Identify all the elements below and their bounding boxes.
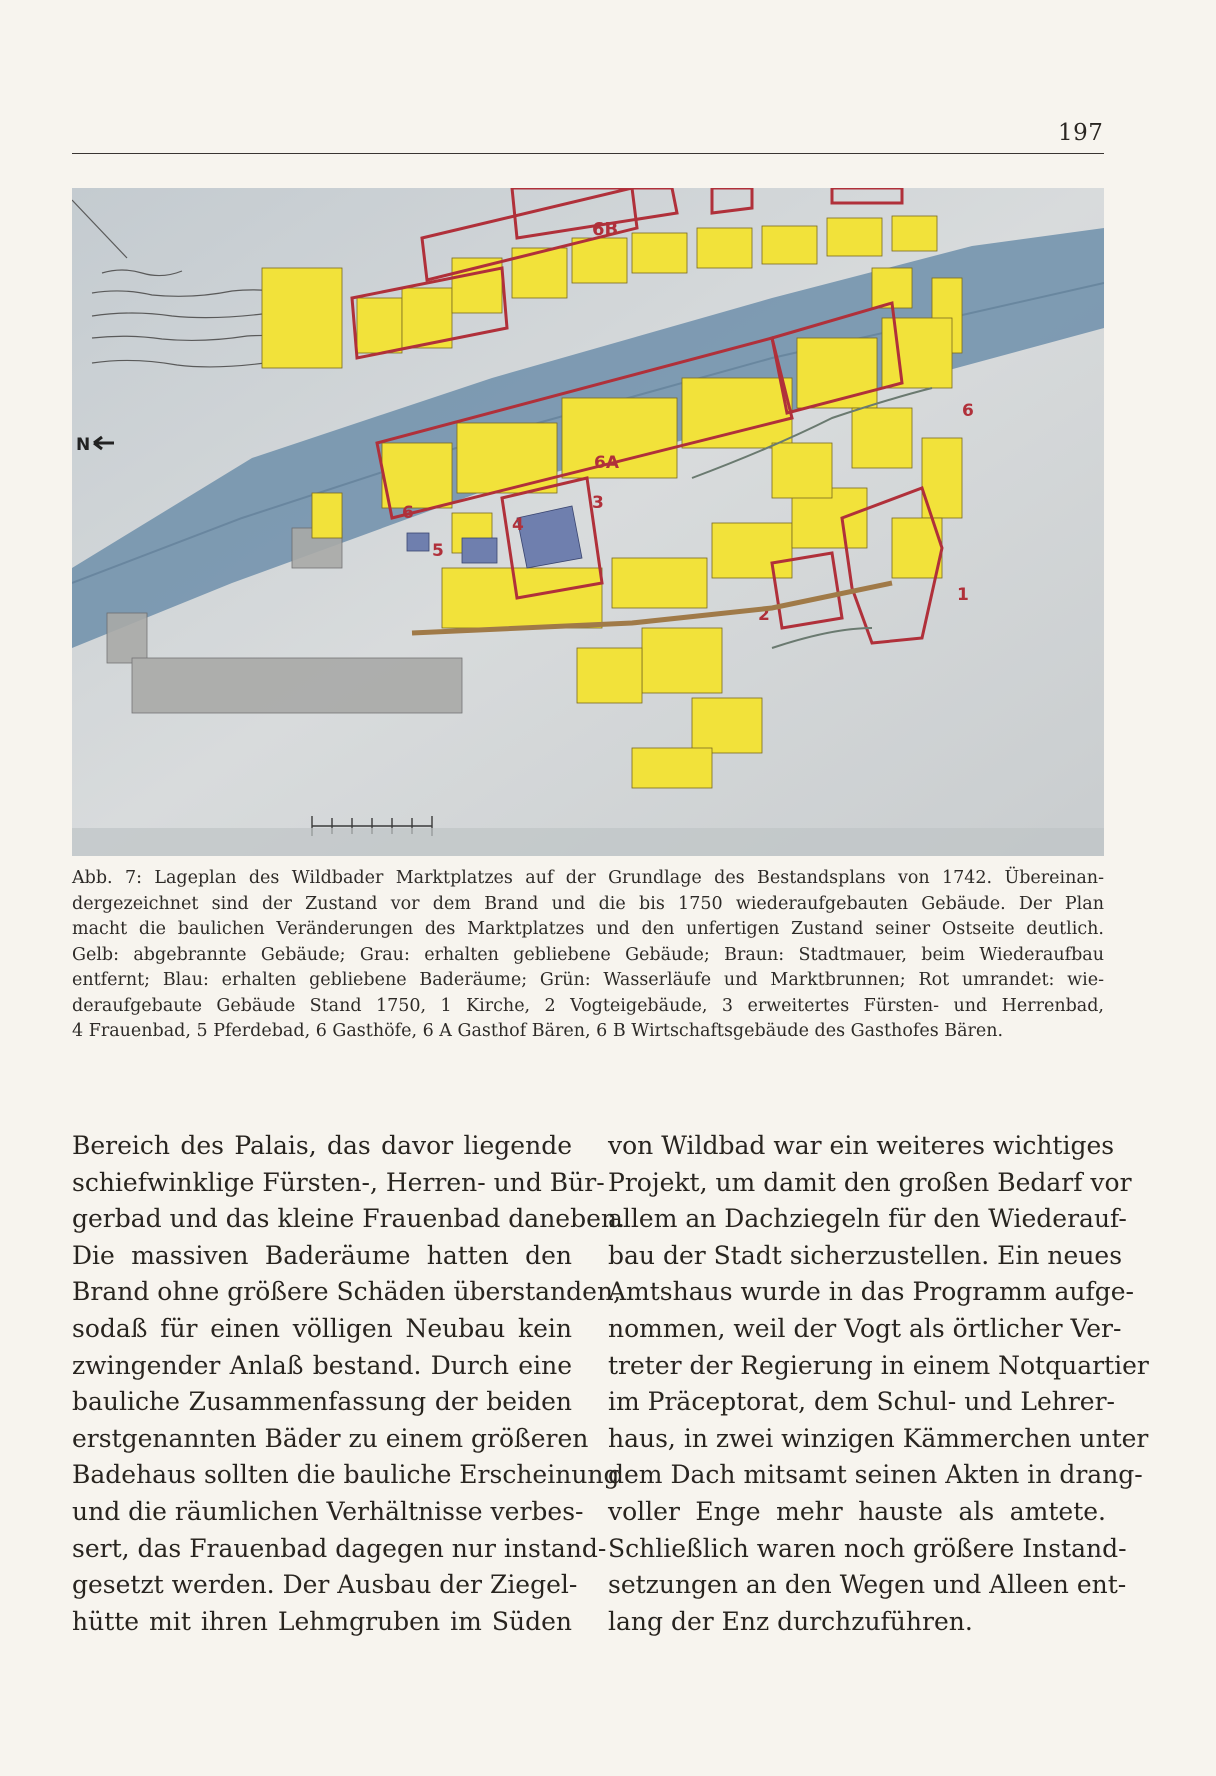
label-3: 3 [592, 493, 604, 513]
text-line: bau der Stadt sicherzustellen. Ein neues [608, 1240, 1123, 1270]
text-line: gerbad und das kleine Frauenbad daneben. [72, 1204, 625, 1234]
text-line: voller Enge mehr hauste als amtete. [608, 1496, 1106, 1526]
text-line: Projekt, um damit den großen Bedarf vor [608, 1167, 1132, 1197]
text-line: Schließlich waren noch größere Instand- [608, 1533, 1127, 1563]
north-label: N [76, 435, 91, 455]
caption-line: entfernt; Blau: erhalten gebliebene Baderäume; Grün: Wasserläufe und Marktbrunnen; Rot umrandet: wie- [72, 970, 1104, 990]
text-line: Badehaus sollten die bauliche Erscheinung [72, 1460, 620, 1490]
label-4: 4 [512, 515, 524, 535]
label-6a: 6A [594, 453, 619, 473]
text-line: im Präceptorat, dem Schul- und Lehrer- [608, 1387, 1115, 1417]
caption-line: Abb. 7: Lageplan des Wildbader Marktplatzes auf der Grundlage des Bestandsplans von 1742. Übereinan- [72, 868, 1104, 888]
text-line: lang der Enz durchzuführen. [608, 1606, 973, 1636]
text-line: haus, in zwei winzigen Kämmerchen unter [608, 1423, 1149, 1453]
text-line: Die massiven Baderäume hatten den [72, 1240, 572, 1270]
text-line: und die räumlichen Verhältnisse verbes- [72, 1496, 584, 1526]
text-line: erstgenannten Bäder zu einem größeren [72, 1423, 589, 1453]
text-line: hütte mit ihren Lehmgruben im Süden [72, 1606, 572, 1636]
caption-line: Gelb: abgebrannte Gebäude; Grau: erhalten gebliebene Gebäude; Braun: Stadtmauer, beim Wiederaufbau [72, 944, 1104, 965]
text-line: gesetzt werden. Der Ausbau der Ziegel- [72, 1570, 578, 1600]
text-line: sert, das Frauenbad dagegen nur instand- [72, 1533, 607, 1563]
text-line: von Wildbad war ein weiteres wichtiges [608, 1131, 1115, 1160]
text-line: Bereich des Palais, das davor liegende [72, 1131, 572, 1160]
text-line: treter der Regierung in einem Notquartier [608, 1350, 1149, 1380]
site-plan-map [72, 188, 1104, 856]
text-line: setzungen an den Wegen und Alleen ent- [608, 1570, 1127, 1600]
text-line: schiefwinklige Fürsten-, Herren- und Bür- [72, 1167, 605, 1197]
text-line: Amtshaus wurde in das Programm aufge- [608, 1277, 1134, 1307]
site-plan-figure [72, 188, 1104, 856]
caption-line: dergezeichnet sind der Zustand vor dem Brand und die bis 1750 wiederaufgebauten Gebäude. Der Plan [72, 893, 1104, 914]
body-column-right [608, 1128, 1149, 1640]
text-line: allem an Dachziegeln für den Wiederauf- [608, 1204, 1127, 1234]
label-6-right: 6 [962, 401, 974, 421]
label-5: 5 [432, 541, 444, 561]
page-number: 197 [1058, 120, 1104, 146]
body-column-left [72, 1128, 625, 1640]
text-line: sodaß für einen völligen Neubau kein [72, 1313, 572, 1343]
figure-caption [72, 866, 1104, 1045]
text-line: bauliche Zusammenfassung der beiden [72, 1387, 572, 1417]
caption-line: deraufgebaute Gebäude Stand 1750, 1 Kirche, 2 Vogteigebäude, 3 erweitertes Fürsten- und Herrenbad, [72, 995, 1104, 1016]
text-line: Brand ohne größere Schäden überstanden, [72, 1277, 622, 1307]
text-line: nommen, weil der Vogt als örtlicher Ver- [608, 1313, 1122, 1343]
text-line: zwingender Anlaß bestand. Durch eine [72, 1350, 572, 1380]
label-2: 2 [758, 605, 770, 625]
caption-line: macht die baulichen Veränderungen des Marktplatzes und den unfertigen Zustand seiner Ostseite deutlich. [72, 919, 1104, 939]
label-1: 1 [957, 585, 969, 605]
caption-line: 4 Frauenbad, 5 Pferdebad, 6 Gasthöfe, 6 A Gasthof Bären, 6 B Wirtschaftsgebäude des Gasthofes Bären. [72, 1021, 1004, 1041]
header-rule [72, 153, 1104, 154]
label-6b: 6B [592, 219, 619, 240]
label-6-left: 6 [402, 503, 414, 523]
text-line: dem Dach mitsamt seinen Akten in drang- [608, 1460, 1143, 1490]
